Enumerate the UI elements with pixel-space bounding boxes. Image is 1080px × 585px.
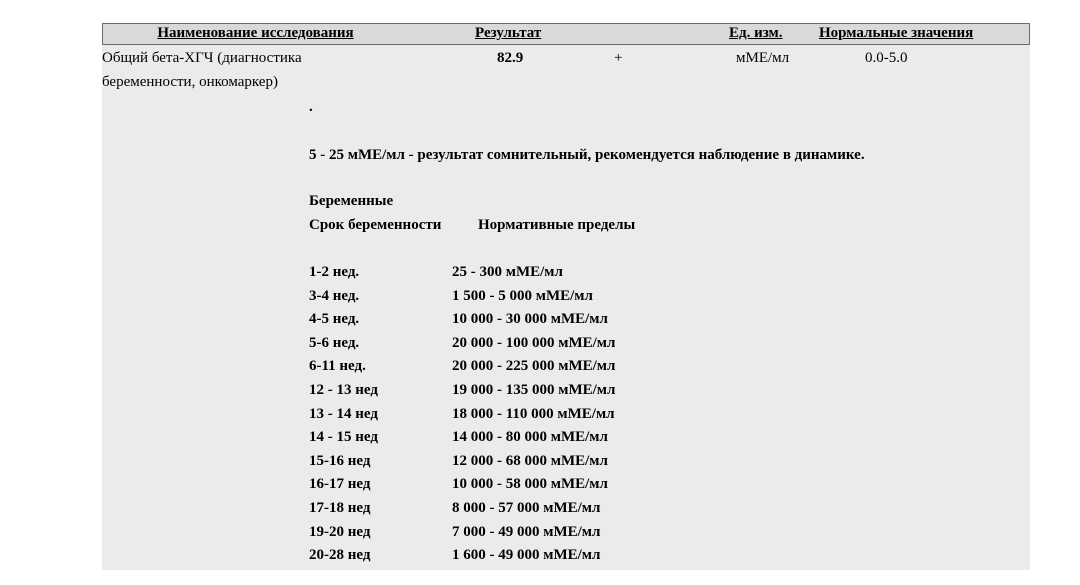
gestation-period: 17-18 нед	[309, 500, 371, 516]
gestation-period: 12 - 13 нед	[309, 382, 378, 398]
gestation-period: 16-17 нед	[309, 476, 371, 493]
result-value: 82.9	[497, 50, 524, 66]
gestation-period: 1-2 нед.	[309, 264, 360, 280]
gestation-period: 20-28 нед	[309, 547, 371, 564]
gestation-period: 15-16 нед	[309, 452, 371, 469]
comment-note: 5 - 25 мМЕ/мл - результат сомнительный, рекомендуется наблюдение в динамике.	[309, 147, 865, 163]
reference-range: 14 000 - 80 000 мМЕ/мл	[452, 429, 608, 446]
column-reference-limits: Нормативные пределы	[478, 217, 636, 233]
column-gestation-period: Срок беременности	[309, 217, 442, 233]
reference-range: 12 000 - 68 000 мМЕ/мл	[452, 452, 608, 469]
gestation-period: 5-6 нед.	[309, 334, 360, 351]
reference-range: 20 000 - 100 000 мМЕ/мл	[452, 334, 616, 351]
result-flag: +	[614, 50, 623, 66]
reference-range: 10 000 - 58 000 мМЕ/мл	[452, 476, 608, 493]
gestation-period: 6-11 нед.	[309, 358, 366, 375]
gestation-period: 4-5 нед.	[309, 311, 360, 328]
table-header-row	[102, 23, 1030, 45]
reference-range: 7 000 - 49 000 мМЕ/мл	[452, 523, 601, 540]
reference-range: 25 - 300 мМЕ/мл	[452, 264, 563, 280]
comment-dot: .	[309, 99, 313, 115]
test-name-line1: Общий бета-ХГЧ (диагностика	[102, 50, 302, 66]
reference-range: 8 000 - 57 000 мМЕ/мл	[452, 500, 601, 516]
header-test-name: Наименование исследования	[157, 25, 354, 41]
reference-range: 18 000 - 110 000 мМЕ/мл	[452, 405, 615, 422]
test-name-line2: беременности, онкомаркер)	[102, 74, 278, 90]
gestation-period: 14 - 15 нед	[309, 429, 378, 446]
reference-range: 20 000 - 225 000 мМЕ/мл	[452, 358, 616, 375]
gestation-period: 19-20 нед	[309, 523, 371, 540]
reference-range: 10 000 - 30 000 мМЕ/мл	[452, 311, 608, 328]
gestation-period: 13 - 14 нед	[309, 405, 378, 422]
header-result: Результат	[475, 25, 542, 41]
pregnant-title: Беременные	[309, 193, 394, 209]
normal-range-value: 0.0-5.0	[865, 50, 908, 66]
reference-range: 19 000 - 135 000 мМЕ/мл	[452, 382, 616, 398]
reference-range: 1 500 - 5 000 мМЕ/мл	[452, 287, 593, 304]
gestation-period: 3-4 нед.	[309, 287, 360, 304]
lab-results-sheet	[102, 23, 1030, 570]
header-normal-values: Нормальные значения	[819, 25, 974, 41]
header-unit: Ед. изм.	[729, 25, 783, 41]
reference-range: 1 600 - 49 000 мМЕ/мл	[452, 547, 601, 564]
unit-value: мМЕ/мл	[736, 50, 790, 66]
